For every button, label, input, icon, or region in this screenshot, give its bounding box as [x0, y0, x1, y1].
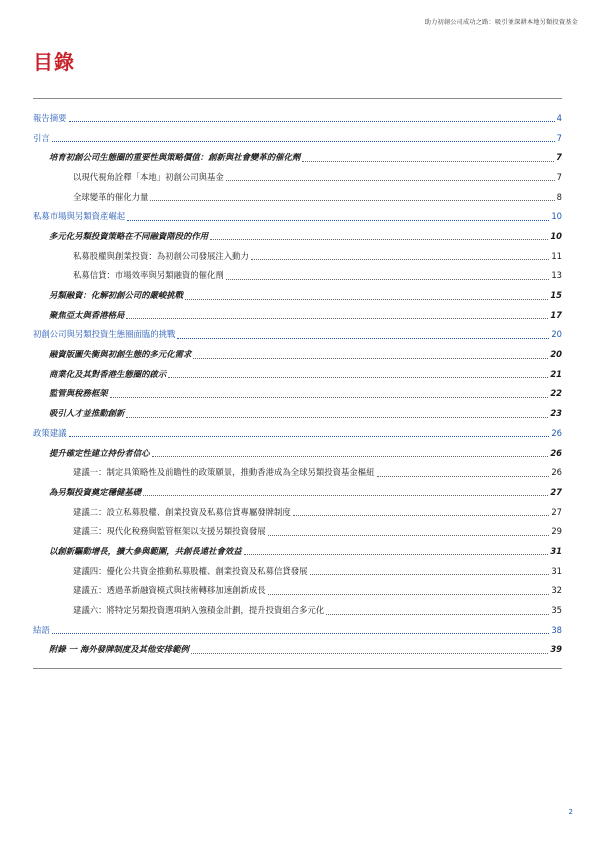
toc-entry-page: 26 — [550, 447, 562, 458]
dot-leader — [244, 548, 549, 555]
dot-leader — [126, 411, 548, 418]
toc-entry-label: 私募市場與另類資產崛起 — [33, 211, 126, 222]
toc-entry[interactable] — [33, 482, 562, 502]
toc-entry[interactable] — [33, 384, 562, 404]
toc-entry[interactable] — [33, 325, 562, 345]
toc-entry-page: 23 — [550, 408, 562, 419]
dot-leader — [143, 489, 548, 496]
toc-entry-page: 20 — [551, 329, 562, 340]
toc-entry-label: 附錄 一 海外發牌制度及其他安排範例 — [49, 644, 189, 655]
dot-leader — [226, 174, 555, 181]
toc-entry-page: 31 — [551, 565, 562, 576]
toc-entry[interactable] — [33, 640, 562, 660]
dot-leader — [293, 509, 550, 516]
dot-leader — [150, 194, 554, 201]
dot-leader — [110, 391, 549, 398]
toc-entry-page: 26 — [551, 427, 562, 438]
dot-leader — [177, 332, 549, 339]
running-header: 助力初創公司成功之路：吸引並深耕本地另類投資基金 — [424, 19, 578, 26]
toc-entry[interactable] — [33, 285, 562, 305]
table-of-contents — [33, 108, 562, 659]
toc-entry-page: 20 — [550, 349, 562, 360]
toc-entry-page: 29 — [551, 526, 562, 537]
toc-entry-page: 4 — [556, 112, 562, 123]
toc-entry[interactable] — [33, 128, 562, 148]
toc-entry-label: 建議六：將特定另類投資選項納入強積金計劃，提升投資組合多元化 — [73, 605, 325, 616]
toc-entry[interactable] — [33, 600, 562, 620]
toc-entry[interactable] — [33, 423, 562, 443]
toc-entry[interactable] — [33, 502, 562, 522]
toc-entry[interactable] — [33, 108, 562, 128]
toc-entry[interactable] — [33, 226, 562, 246]
toc-entry-label: 吸引人才並推動創新 — [49, 408, 125, 419]
toc-entry-label: 私募股權與創業投資：為初創公司發展注入動力 — [73, 250, 249, 261]
toc-entry-label: 全球變革的催化力量 — [73, 191, 149, 202]
dot-leader — [127, 214, 549, 221]
toc-entry[interactable] — [33, 364, 562, 384]
toc-entry-page: 31 — [550, 545, 562, 556]
dot-leader — [69, 430, 550, 437]
toc-entry-label: 建議三：現代化稅務與監管框架以支援另類投資發展 — [73, 526, 266, 537]
toc-entry[interactable] — [33, 305, 562, 325]
toc-entry-page: 26 — [551, 467, 562, 478]
toc-entry-label: 為另類投資奠定穩健基礎 — [49, 486, 142, 497]
toc-entry-label: 建議五：透過革新融資模式與技術轉移加速創新成長 — [73, 585, 266, 596]
toc-entry-page: 7 — [556, 171, 562, 182]
toc-bottom-divider — [33, 668, 562, 669]
toc-entry-label: 融資版圖失衡與初創生態的多元化需求 — [49, 349, 192, 360]
toc-entry-label: 建議二：設立私募股權、創業投資及私募信貸專屬發牌制度 — [73, 506, 291, 517]
toc-entry-label: 培育初創公司生態圈的重要性與策略價值：創新與社會變革的催化劑 — [49, 152, 301, 163]
toc-entry[interactable] — [33, 443, 562, 463]
dot-leader — [302, 155, 554, 162]
dot-leader — [210, 233, 548, 240]
toc-top-divider — [33, 98, 562, 99]
dot-leader — [126, 312, 548, 319]
dot-leader — [193, 352, 548, 359]
toc-entry-label: 監管與稅務框架 — [49, 388, 108, 399]
toc-entry-label: 提升確定性建立持份者信心 — [49, 447, 150, 458]
page-number: 2 — [568, 808, 573, 816]
toc-entry[interactable] — [33, 581, 562, 601]
toc-entry-label: 私募信貸：市場效率與另類融資的催化劑 — [73, 270, 224, 281]
toc-entry-page: 32 — [551, 585, 562, 596]
toc-entry[interactable] — [33, 344, 562, 364]
dot-leader — [268, 588, 550, 595]
toc-entry[interactable] — [33, 147, 562, 167]
toc-entry-page: 38 — [551, 624, 562, 635]
toc-entry-page: 7 — [556, 132, 562, 143]
toc-entry-page: 17 — [550, 309, 562, 320]
toc-entry-page: 27 — [550, 486, 562, 497]
toc-entry-label: 商業化及其對香港生態圈的啟示 — [49, 368, 167, 379]
page-title: 目錄 — [33, 50, 75, 74]
toc-entry-label: 以現代視角詮釋「本地」初創公司與基金 — [73, 171, 224, 182]
toc-entry-label: 結語 — [33, 624, 50, 635]
toc-entry-label: 政策建議 — [33, 427, 67, 438]
dot-leader — [69, 115, 555, 122]
toc-entry-label: 報告摘要 — [33, 112, 67, 123]
toc-entry-label: 另類融資：化解初創公司的嚴峻挑戰 — [49, 290, 183, 301]
dot-leader — [310, 568, 550, 575]
toc-entry-page: 13 — [551, 270, 562, 281]
toc-entry-page: 7 — [556, 152, 562, 163]
toc-entry[interactable] — [33, 266, 562, 286]
toc-entry[interactable] — [33, 521, 562, 541]
dot-leader — [326, 608, 549, 615]
toc-entry[interactable] — [33, 541, 562, 561]
dot-leader — [377, 470, 550, 477]
toc-entry[interactable] — [33, 206, 562, 226]
dot-leader — [268, 529, 550, 536]
dot-leader — [226, 273, 550, 280]
toc-entry-label: 初創公司與另類投資生態圈面臨的挑戰 — [33, 329, 176, 340]
toc-entry-page: 10 — [551, 211, 562, 222]
toc-entry-page: 10 — [550, 230, 562, 241]
toc-entry-label: 多元化另類投資策略在不同融資階段的作用 — [49, 230, 209, 241]
toc-entry-label: 建議四：優化公共資金推動私募股權、創業投資及私募信貸發展 — [73, 565, 308, 576]
toc-entry-page: 21 — [550, 368, 562, 379]
dot-leader — [152, 450, 549, 457]
toc-entry[interactable] — [33, 403, 562, 423]
toc-entry[interactable] — [33, 167, 562, 187]
dot-leader — [185, 293, 548, 300]
toc-entry-page: 22 — [550, 388, 562, 399]
toc-entry-page: 11 — [551, 250, 562, 261]
toc-entry-page: 39 — [550, 644, 562, 655]
toc-entry-label: 以創新驅動增長，擴大參與範圍，共創長遠社會效益 — [49, 545, 242, 556]
toc-entry-label: 引言 — [33, 132, 50, 143]
toc-entry[interactable] — [33, 462, 562, 482]
toc-entry-page: 27 — [551, 506, 562, 517]
toc-entry[interactable] — [33, 246, 562, 266]
toc-entry-page: 15 — [550, 290, 562, 301]
toc-entry[interactable] — [33, 187, 562, 207]
dot-leader — [191, 647, 549, 654]
toc-entry-label: 聚焦亞太與香港格局 — [49, 309, 125, 320]
toc-entry-page: 35 — [551, 605, 562, 616]
toc-entry[interactable] — [33, 620, 562, 640]
dot-leader — [52, 627, 550, 634]
toc-entry[interactable] — [33, 561, 562, 581]
dot-leader — [168, 371, 548, 378]
toc-entry-label: 建議一：制定具策略性及前瞻性的政策願景，推動香港成為全球另類投資基金樞紐 — [73, 467, 375, 478]
dot-leader — [52, 135, 555, 142]
toc-entry-page: 8 — [556, 191, 562, 202]
dot-leader — [251, 253, 549, 260]
